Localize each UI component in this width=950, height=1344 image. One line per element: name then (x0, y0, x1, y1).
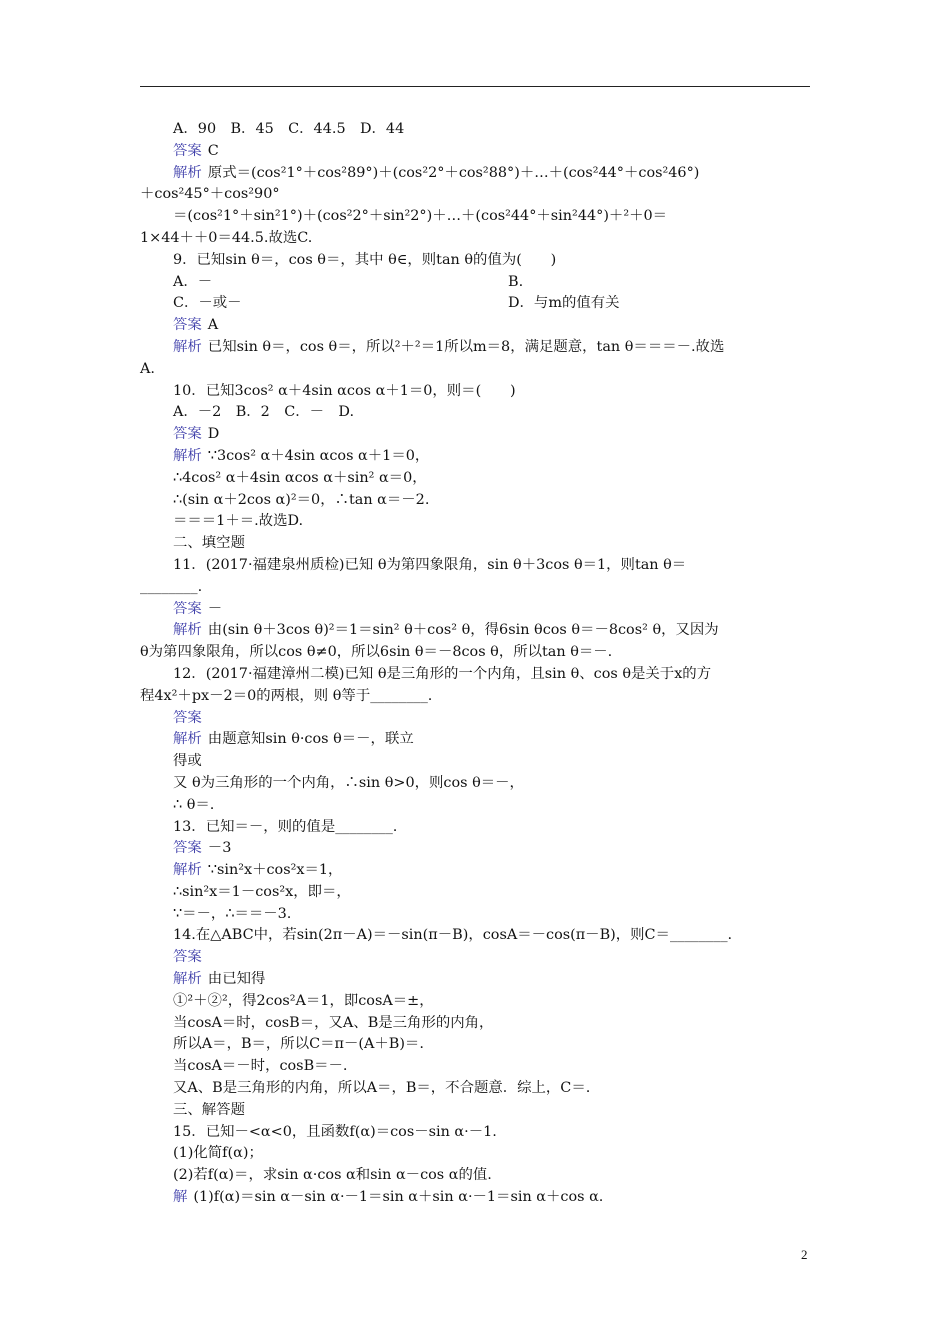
text-line (140, 795, 812, 817)
text-line (140, 184, 812, 206)
answer-label: 答案 (173, 709, 202, 726)
line-text: 程4x²＋px－2＝0的两根，则 θ等于________. (140, 687, 433, 704)
line-text: ∵＝－，∴＝＝－3. (173, 905, 292, 922)
text-line (140, 904, 812, 926)
text-line (140, 664, 812, 686)
line-text: 12．(2017·福建漳州二模)已知 θ是三角形的一个内角，且sin θ、cos θ是关于x的方 (173, 665, 712, 682)
answer-label: 解析 (173, 622, 202, 639)
line-text: 三、解答题 (173, 1101, 245, 1118)
answer-label: 答案 (173, 949, 202, 966)
answer-label: 解析 (173, 164, 202, 181)
answer-label: 答案 (173, 840, 202, 857)
line-text: (1)化简f(α)； (173, 1145, 263, 1162)
text-line (140, 991, 812, 1013)
line-text: D (207, 426, 220, 443)
option-right: D．与m的值有关 (508, 295, 620, 312)
text-line (140, 642, 812, 664)
text-line (140, 729, 812, 751)
line-text: ①²＋②²，得2cos²A＝1，即cosA＝±， (173, 992, 434, 1009)
header-rule (140, 86, 810, 87)
text-line (140, 446, 812, 468)
line-text: 原式＝(cos²1°＋cos²89°)＋(cos²2°＋cos²88°)＋…＋(cos²44°＋cos²46°) (207, 164, 700, 181)
line-text: C．－或－ (173, 295, 242, 312)
text-line (140, 838, 812, 860)
line-text: A (207, 317, 219, 334)
answer-label: 答案 (173, 317, 202, 334)
line-text: ∴ θ＝. (173, 796, 215, 813)
text-line (140, 686, 812, 708)
line-text: A．－2 B．2 C．－ D. (173, 404, 355, 421)
text-line (140, 1165, 812, 1187)
line-text: (2)若f(α)＝，求sin α·cos α和sin α－cos α的值. (173, 1167, 492, 1184)
text-line (140, 925, 812, 947)
line-text: ∴(sin α＋2cos α)²＝0，∴tan α＝－2. (173, 491, 430, 508)
page-number: 2 (801, 1247, 808, 1262)
line-text: 13．已知＝－，则的值是________. (173, 818, 398, 835)
text-line (140, 947, 812, 969)
text-line (140, 555, 812, 577)
answer-label: 解析 (173, 447, 202, 464)
text-line (140, 533, 812, 555)
answer-label: 答案 (173, 142, 202, 159)
line-text: －3 (207, 840, 232, 857)
line-text: ＋cos²45°＋cos²90° (140, 186, 280, 203)
text-line (140, 337, 812, 359)
line-text: 15．已知－<α<0，且函数f(α)＝cos－sin α·－1. (173, 1123, 497, 1140)
answer-label: 解 (173, 1189, 188, 1206)
answer-label: 答案 (173, 600, 202, 617)
line-text: 由(sin θ＋3cos θ)²＝1＝sin² θ＋cos² θ，得6sin θcos θ＝－8cos² θ，又因为 (207, 622, 719, 639)
text-line (140, 882, 812, 904)
line-text: 已知sin θ＝，cos θ＝，所以²＋²＝1所以m＝8，满足题意，tan θ＝＝＝－.故选 (207, 338, 725, 355)
line-text: 由已知得 (207, 971, 266, 988)
text-line (140, 228, 812, 250)
line-text: ∴sin²x＝1－cos²x，即＝， (173, 883, 351, 900)
text-line (140, 1056, 812, 1078)
answer-label: 解析 (173, 338, 202, 355)
line-text: A. (140, 360, 155, 377)
line-text: 9．已知sin θ＝，cos θ＝，其中 θ∈，则tan θ的值为( ) (173, 251, 557, 268)
text-line (140, 1122, 812, 1144)
text-line (140, 577, 812, 599)
line-text: ∵3cos² α＋4sin αcos α＋1＝0， (207, 447, 430, 464)
line-text: 又 θ为三角形的一个内角，∴sin θ>0，则cos θ＝－， (173, 774, 524, 791)
text-line (140, 751, 812, 773)
text-line (140, 163, 812, 185)
line-text: ＝(cos²1°＋sin²1°)＋(cos²2°＋sin²2°)＋…＋(cos²44°＋sin²44°)＋²＋0＝ (173, 208, 668, 225)
text-line (140, 272, 812, 294)
line-text: ________. (140, 578, 203, 595)
text-line (140, 468, 812, 490)
line-text: (1)f(α)＝sin α－sin α·－1＝sin α＋sin α·－1＝sin α＋cos α. (193, 1189, 604, 1206)
document-body (140, 119, 812, 1209)
line-text: 10．已知3cos² α＋4sin αcos α＋1＝0，则＝( ) (173, 382, 516, 399)
line-text: 当cosA＝－时，cosB＝－. (173, 1058, 348, 1075)
text-line (140, 511, 812, 533)
line-text: A．90 B．45 C．44.5 D．44 (173, 121, 405, 137)
line-text: θ为第四象限角，所以cos θ≠0，所以6sin θ＝－8cos θ，所以tan θ＝－. (140, 644, 613, 661)
line-text: 二、填空题 (173, 535, 245, 552)
text-line (140, 1143, 812, 1165)
text-line (140, 817, 812, 839)
line-text: － (207, 600, 223, 617)
text-line (140, 599, 812, 621)
line-text: 得或 (173, 753, 202, 770)
answer-label: 答案 (173, 426, 202, 443)
answer-label: 解析 (173, 862, 202, 879)
text-line (140, 381, 812, 403)
line-text: ＝＝＝1＋＝.故选D. (173, 513, 304, 530)
line-text: ∴4cos² α＋4sin αcos α＋sin² α＝0， (173, 469, 427, 486)
answer-label: 解析 (173, 731, 202, 748)
text-line (140, 620, 812, 642)
line-text: 又A、B是三角形的内角，所以A＝，B＝，不合题意．综上，C＝. (173, 1080, 591, 1097)
text-line (140, 1187, 812, 1209)
text-line (140, 1013, 812, 1035)
line-text: C (207, 142, 219, 159)
text-line (140, 708, 812, 730)
text-line (140, 141, 812, 163)
text-line (140, 315, 812, 337)
text-line (140, 773, 812, 795)
text-line (140, 969, 812, 991)
text-line (140, 359, 812, 381)
text-line (140, 1034, 812, 1056)
line-text: A．－ (173, 273, 213, 290)
text-line (140, 119, 812, 141)
line-text: 1×44＋＋0＝44.5.故选C. (140, 229, 313, 246)
text-line (140, 402, 812, 424)
text-line (140, 1100, 812, 1122)
answer-label: 解析 (173, 971, 202, 988)
text-line (140, 206, 812, 228)
line-text: ∵sin²x＋cos²x＝1， (207, 862, 343, 879)
option-right: B. (508, 273, 524, 290)
text-line (140, 424, 812, 446)
text-line (140, 1078, 812, 1100)
text-line (140, 490, 812, 512)
line-text: 由题意知sin θ·cos θ＝－，联立 (207, 731, 414, 748)
line-text: 11．(2017·福建泉州质检)已知 θ为第四象限角，sin θ＋3cos θ＝1，则tan θ＝ (173, 556, 687, 573)
text-line (140, 860, 812, 882)
line-text: 所以A＝，B＝，所以C＝π－(A＋B)＝. (173, 1036, 424, 1053)
line-text: 当cosA＝时，cosB＝，又A、B是三角形的内角， (173, 1014, 494, 1031)
line-text: 14.在△ABC中，若sin(2π－A)＝－sin(π－B)，cosA＝－cos(π－B)，则C＝________. (173, 927, 733, 944)
text-line (140, 293, 812, 315)
text-line (140, 250, 812, 272)
